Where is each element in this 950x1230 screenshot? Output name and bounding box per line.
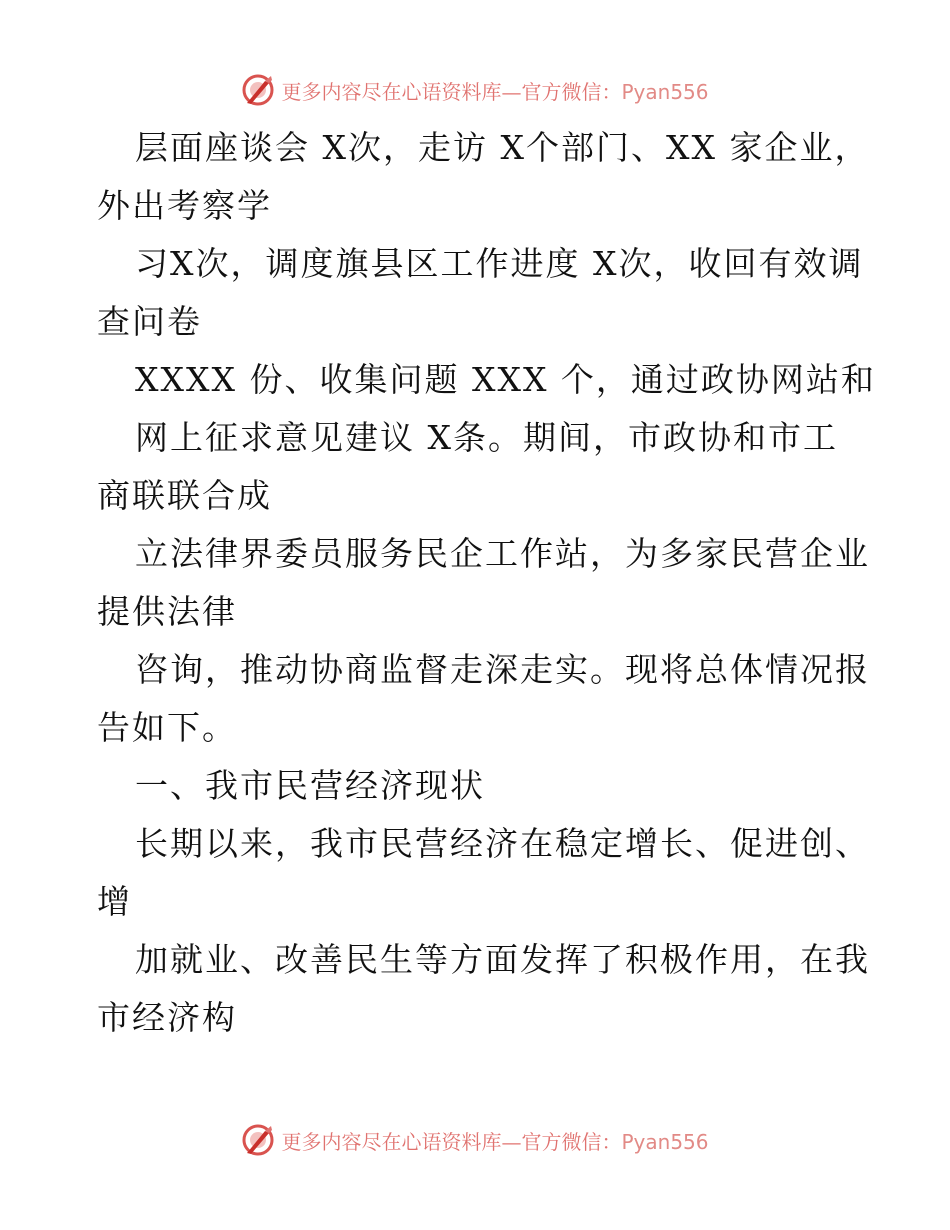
quill-seal-icon xyxy=(241,73,275,107)
text-line: 立法律界委员服务民企工作站，为多家民营企业 xyxy=(135,534,870,573)
text-line: XXXX 份、收集问题 XXX 个，通过政协网站和 xyxy=(135,360,876,399)
footer-watermark xyxy=(0,1120,950,1160)
text-line: 查问卷 xyxy=(97,302,202,341)
text-line: 告如下。 xyxy=(97,708,237,747)
section-heading: 一、我市民营经济现状 xyxy=(135,766,485,805)
text-line: 长期以来，我市民营经济在稳定增长、促进创、 xyxy=(135,824,870,863)
text-line: 商联联合成 xyxy=(97,476,272,515)
text-line: 外出考察学 xyxy=(97,186,272,225)
watermark-wechat-id: Pyan556 xyxy=(621,1129,709,1154)
text-line: 市经济构 xyxy=(97,998,237,1037)
text-line: 层面座谈会 X次，走访 X个部门、XX 家企业， xyxy=(135,128,870,167)
watermark-contact: 官方微信： xyxy=(521,1129,622,1154)
text-line: 网上征求意见建议 X条。期间，市政协和市工 xyxy=(135,418,838,457)
watermark-text xyxy=(281,76,708,105)
watermark-wechat-id: Pyan556 xyxy=(621,79,709,104)
watermark-contact: 官方微信： xyxy=(521,79,622,104)
quill-seal-icon xyxy=(241,1123,275,1157)
watermark-main: 更多内容尽在心语资料库— xyxy=(281,1129,522,1154)
text-line: 咨询，推动协商监督走深走实。现将总体情况报 xyxy=(135,650,870,689)
text-line: 加就业、改善民生等方面发挥了积极作用，在我 xyxy=(135,940,870,979)
watermark-main: 更多内容尽在心语资料库— xyxy=(281,79,522,104)
watermark-text xyxy=(281,1126,708,1155)
text-line: 增 xyxy=(97,882,132,921)
header-watermark xyxy=(0,70,950,110)
text-line: 提供法律 xyxy=(97,592,237,631)
text-line: 习X次，调度旗县区工作进度 X次，收回有效调 xyxy=(135,244,864,283)
